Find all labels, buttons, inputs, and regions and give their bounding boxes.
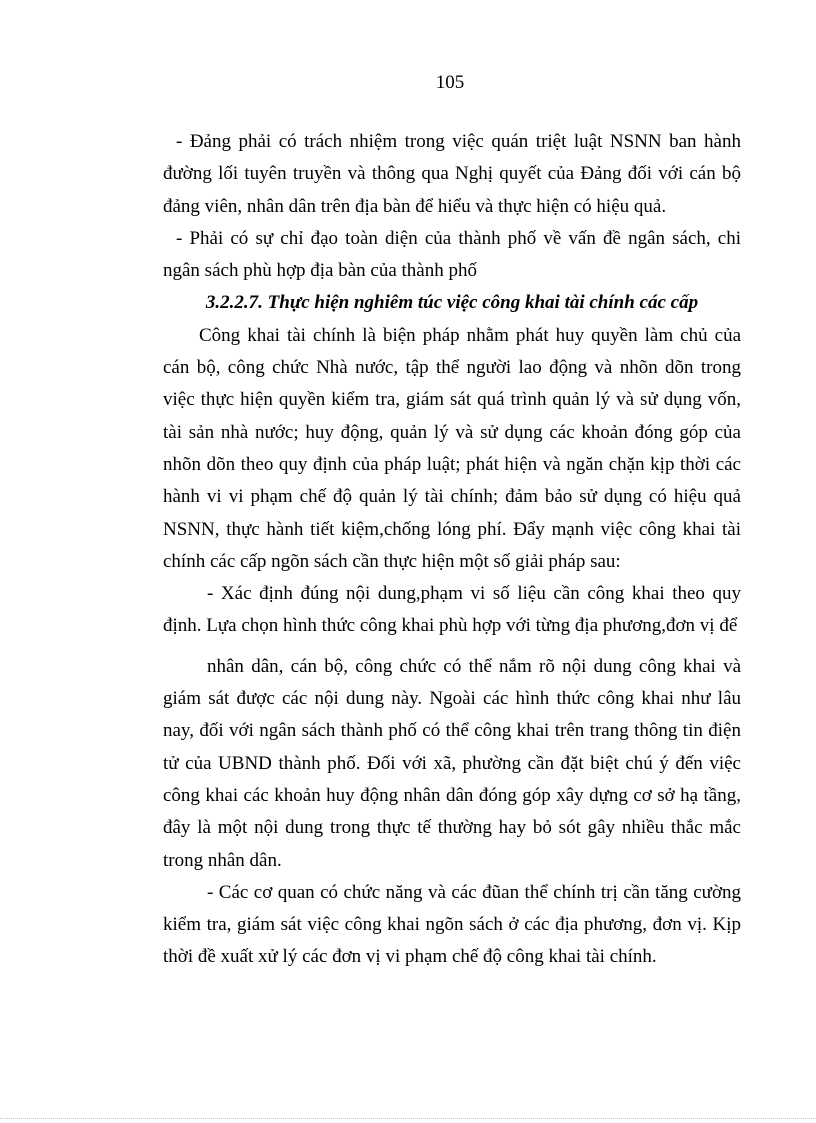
- paragraph-agencies-inspection: - Các cơ quan có chức năng và các đũan thể chính trị cần tăng cường kiểm tra, giám sát việc công khai ngõn sách ở các địa phương, đơn vị. Kịp thời đề xuất xử lý các đơn vị vi phạm chế độ công khai tài chính.: [163, 881, 741, 968]
- paragraph-financial-disclosure: Công khai tài chính là biện pháp nhằm phát huy quyền làm chủ của cán bộ, công chức Nhà nước, tập thể người lao động và nhõn dõn trong việc thực hiện quyền kiểm tra, giám sát quá trình quản lý và sử dụng vốn, tài sản nhà nước; huy động, quản lý và sử dụng các khoản đóng góp của nhõn dõn theo quy định của pháp luật; phát hiện và ngăn chặn kịp thời các hành vi vi phạm chế độ quản lý tài chính; đảm bảo sử dụng có hiệu quả NSNN, thực hành tiết kiệm,chống lóng phí. Đẩy mạnh việc công khai tài chính các cấp ngõn sách cần thực hiện một số giải pháp sau:: [163, 324, 741, 572]
- paragraph-determine-content: - Xác định đúng nội dung,phạm vi số liệu cần công khai theo quy định. Lựa chọn hình thức công khai phù hợp với từng địa phương,đơn vị để: [163, 583, 741, 637]
- paragraph-party-responsibility: - Đảng phải có trách nhiệm trong việc quán triệt luật NSNN ban hành đường lối tuyên truyền và thông qua Nghị quyết của Đảng đối với cán bộ đảng viên, nhân dân trên địa bàn để hiểu và thực hiện có hiệu quả.: [163, 131, 741, 217]
- paragraph-disclosure-continued: nhân dân, cán bộ, công chức có thể nắm rõ nội dung công khai và giám sát được các nội dung này. Ngoài các hình thức công khai như lâu nay, đối với ngân sách thành phố có thể công khai trên trang thông tin điện tử của UBND thành phố. Đối với xã, phường cần đặt biệt chú ý đến việc công khai các khoản huy động nhân dân đóng góp xây dựng cơ sở hạ tầng, đây là một nội dung trong thực tế thường hay bỏ sót gây nhiều thắc mắc trong nhân dân.: [163, 655, 741, 871]
- page-bottom-border: [0, 1118, 816, 1119]
- document-body: [163, 126, 741, 974]
- page-number: 105: [435, 72, 465, 93]
- section-heading: 3.2.2.7. Thực hiện nghiêm túc việc công khai tài chính các cấp: [205, 292, 699, 314]
- paragraph-city-direction: - Phải có sự chỉ đạo toàn diện của thành phố về vấn đề ngân sách, chi ngân sách phù hợp địa bàn của thành phố: [163, 227, 741, 282]
